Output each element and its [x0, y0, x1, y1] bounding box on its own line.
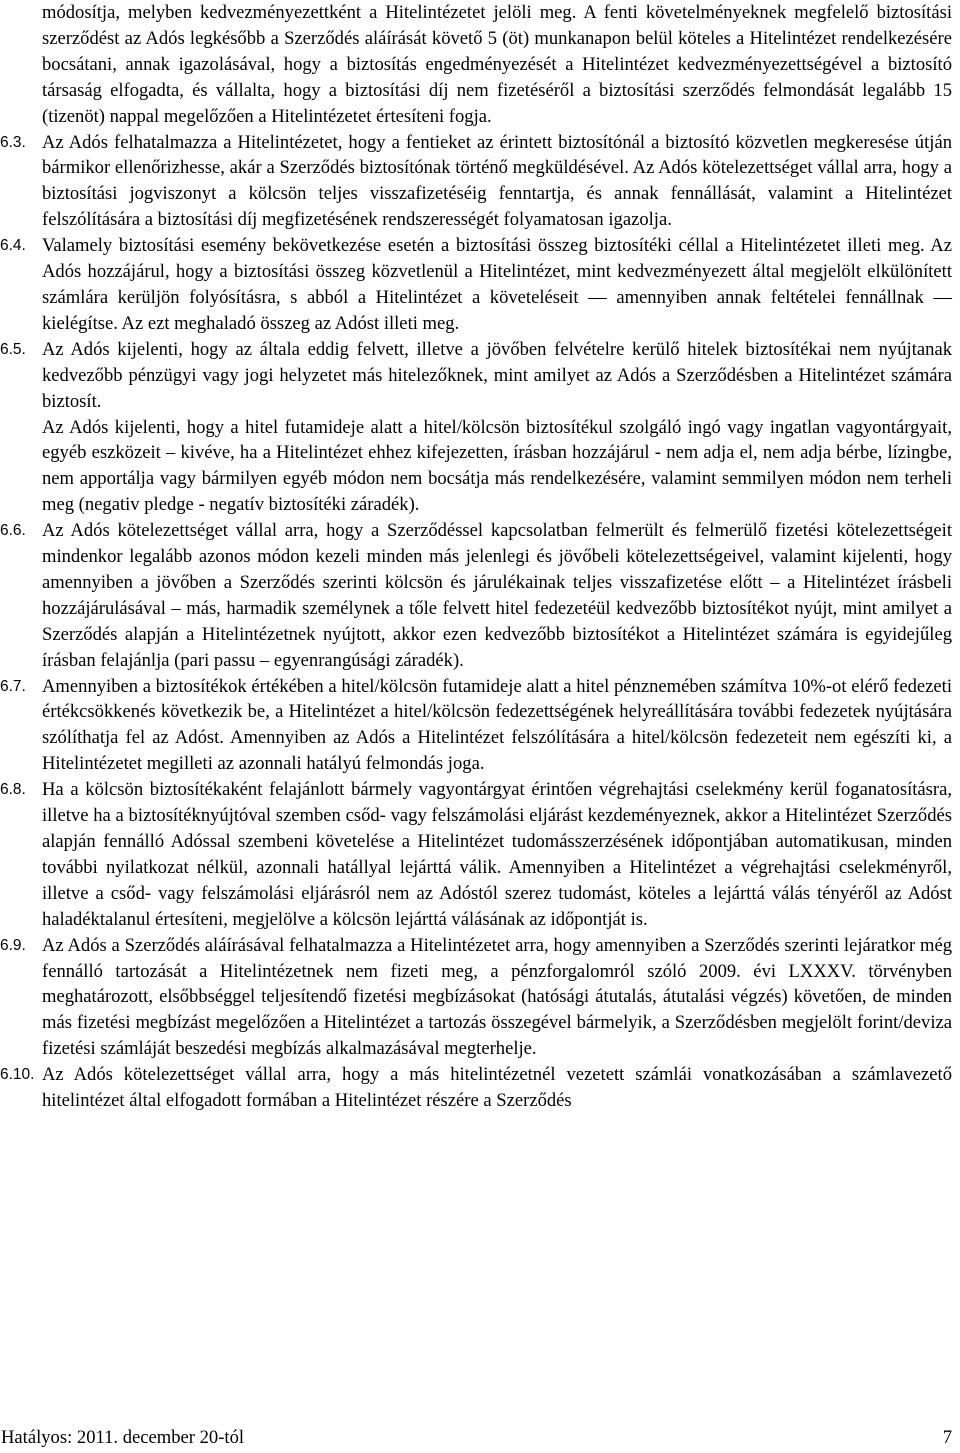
paragraph-number: 6.6. — [0, 522, 26, 540]
paragraph-text: módosítja, melyben kedvezményezettként a Hitelintézetet jelöli meg. A fenti követelményeknek megfelelő biztosítási szerződést az Adós legkésőbb a Szerződés aláírását követő 5 (öt) munkanapon belül köteles a Hitelintézet rendelkezésére bocsátani, annak igazolásával, hogy a biztosítás engedményezését a Hitelintézet kedvezményezettségével a biztosító társaság elfogadta, és vállalta, hogy a biztosítási díj nem fizetéséről a biztosítási szerződés felmondását legalább 15 (tizenöt) nappal megelőzően a Hitelintézetet értesíteni fogja. — [42, 2, 952, 127]
paragraph-number: 6.9. — [0, 936, 26, 954]
paragraph-text: Az Adós kijelenti, hogy a hitel futamideje alatt a hitel/kölcsön biztosítékul szolgáló ingó vagy ingatlan vagyontárgyait, egyéb eszközeit – kivéve, ha a Hitelintézet ehhez kifejezetten, írásban hozzájárul - nem adja el, nem adja bérbe, lízingbe, nem apportálja vagy bármilyen egyéb módon nem bocsátja más rendelkezésére, valamint semmilyen módon nem terheli meg (negativ pledge - negatív biztosítéki záradék). — [42, 416, 952, 516]
paragraph-6-6 — [0, 518, 960, 673]
paragraph-6-7 — [0, 674, 960, 778]
paragraph-number: 6.3. — [0, 133, 26, 151]
page-number: 7 — [942, 1427, 952, 1448]
paragraph-text: Az Adós kötelezettséget vállal arra, hogy a Szerződéssel kapcsolatban felmerült és felmerülő fizetési kötelezettségeit mindenkor legalább azonos módon kezeli minden más jelenlegi és jövőbeli kötelezettségeivel, valamint kijelenti, hogy amennyiben a jövőben a Szerződés szerinti kölcsön és járulékainak teljes visszafizetése előtt – a Hitelintézet írásbeli hozzájárulásával – más, harmadik személynek a tőle felvett hitel fedezetéül kedvezőbb biztosítékot nyújt, mint amilyet a Szerződés alapján a Hitelintézetnek nyújtott, akkor ezen kedvezőbb biztosítékot a Hitelintézet számára is egyidejűleg írásban felajánlja (pari passu – egyenrangúsági záradék). — [42, 520, 952, 671]
paragraph-6-2-continued — [0, 0, 960, 130]
paragraph-number: 6.4. — [0, 237, 26, 255]
paragraph-text: Az Adós felhatalmazza a Hitelintézetet, hogy a fentieket az érintett biztosítónál a biztosító közvetlen megkeresése útján bármikor ellenőrizhesse, akár a Szerződés biztosítónak történő megküldésével. Az Adós kötelezettséget vállal arra, hogy a biztosítási jogviszonyt a kölcsön teljes visszafizetéséig fenntartja, és annak fennállását, valamint a Hitelintézet felszólítására a biztosítási díj megfizetésének rendszerességét folyamatosan igazolja. — [42, 131, 952, 231]
paragraph-number: 6.8. — [0, 781, 26, 799]
paragraph-6-10 — [0, 1062, 960, 1114]
paragraph-text: Az Adós kijelenti, hogy az általa eddig felvett, illetve a jövőben felvételre kerülő hitelek biztosítékai nem nyújtanak kedvezőbb pénzügyi vagy jogi helyzetet más hitelezőknek, mint amilyet az Adós a Szerződésben a Hitelintézet számára biztosít. — [42, 338, 952, 412]
paragraph-number: 6.7. — [0, 677, 26, 695]
page-footer — [0, 1427, 960, 1449]
paragraph-text: Az Adós a Szerződés aláírásával felhatalmazza a Hitelintézetet arra, hogy amennyiben a Szerződés szerinti lejáratkor még fennálló tartozását a Hitelintézetnek nem fizeti meg, a pénzforgalomról szóló 2009. évi LXXXV. törvényben meghatározott, elsőbbséggel teljesítendő fizetési megbízásokat (hatósági átutalás, átutalási végzés) követően, de minden más fizetési megbízást megelőzően a Hitelintézet a tartozás összegével bármelyik, a Szerződésben megjelölt forint/deviza fizetési számláját beszedési megbízás alkalmazásával megterhelje. — [42, 934, 952, 1060]
paragraph-6-3 — [0, 130, 960, 234]
paragraph-6-5-negative-pledge — [0, 415, 960, 519]
paragraph-number: 6.10. — [0, 1066, 35, 1084]
paragraph-6-5 — [0, 337, 960, 415]
effective-date: Hatályos: 2011. december 20-tól — [1, 1427, 245, 1448]
paragraph-text: Az Adós kötelezettséget vállal arra, hogy a más hitelintézetnél vezetett számlái vonatkozásában a számlavezető hitelintézet által elfogadott formában a Hitelintézet részére a Szerződés — [42, 1064, 952, 1112]
paragraph-6-9 — [0, 933, 960, 1063]
paragraph-number: 6.5. — [0, 340, 26, 358]
paragraph-text: Amennyiben a biztosítékok értékében a hitel/kölcsön futamideje alatt a hitel pénznemében számítva 10%-ot elérő fedezeti értékcsökkenés következik be, a Hitelintézet a hitel/kölcsön fedezettségének helyreállítására további fedezetek nyújtására szólíthatja fel az Adóst. Amennyiben az Adós a Hitelintézet felszólítására a hitel/kölcsön fedezeteit nem egészíti ki, a Hitelintézetet megilleti az azonnali hatályú felmondás joga. — [42, 675, 952, 775]
paragraph-text: Ha a kölcsön biztosítékaként felajánlott bármely vagyontárgyat érintően végrehajtási cselekmény kerül foganatosításra, illetve ha a biztosítéknyújtóval szemben csőd- vagy felszámolási eljárást kezdeményeznek, akkor a Hitelintézet Szerződés alapján fennálló Adóssal szembeni követelése a Hitelintézet tudomásszerzésének időpontjában automatikusan, minden további nyilatkozat nélkül, azonnali hatállyal lejárttá válik. Amennyiben a Hitelintézet a végrehajtási cselekményről, illetve a csőd- vagy felszámolási eljárásról nem az Adóstól szerez tudomást, köteles a lejárttá válás tényéről az Adóst haladéktalanul értesíteni, megjelölve a kölcsön lejárttá válásának az időpontját is. — [42, 779, 952, 930]
paragraph-text: Valamely biztosítási esemény bekövetkezése esetén a biztosítási összeg biztosítéki céllal a Hitelintézetet illeti meg. Az Adós hozzájárul, hogy a biztosítási összeg közvetlenül a Hitelintézet, mint kedvezményezett által megjelölt elkülönített számlára kerüljön folyósításra, s abból a Hitelintézet a követeléseit — amennyiben annak feltételei fennállnak — kielégítse. Az ezt meghaladó összeg az Adóst illeti meg. — [42, 235, 952, 334]
paragraph-6-8 — [0, 777, 960, 932]
paragraph-6-4 — [0, 233, 960, 337]
